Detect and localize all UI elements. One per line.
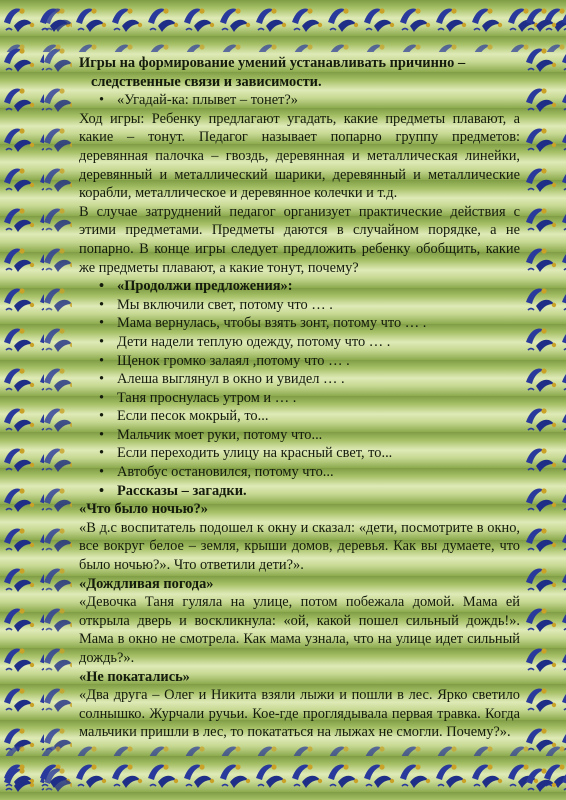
list-item-text: Мальчик моет руки, потому что... <box>117 426 323 443</box>
list-item-text: Дети надели теплую одежду, потому что … . <box>117 333 391 350</box>
bullet-dot-icon: • <box>99 352 105 369</box>
game3-name: Рассказы – загадки. <box>117 482 247 499</box>
story-title: «Не покатались» <box>79 668 190 685</box>
game1-heading <box>79 91 520 110</box>
bullet-dot-icon: • <box>99 389 105 406</box>
bullet-dot-icon: • <box>99 482 105 499</box>
list-item <box>79 296 520 315</box>
list-item <box>79 444 520 463</box>
bullet-dot-icon: • <box>99 92 105 109</box>
story-title: «Что было ночью?» <box>79 501 208 518</box>
left-inner-floral-border <box>40 0 72 800</box>
list-item-text: Алеша выглянул в окно и увидел … . <box>117 371 345 388</box>
bullet-dot-icon: • <box>99 278 105 295</box>
list-item <box>79 426 520 445</box>
list-item-text: Таня проснулась утром и … . <box>117 389 297 406</box>
list-item <box>79 463 520 482</box>
game2-name: «Продолжи предложения»: <box>117 278 293 295</box>
list-item <box>79 389 520 408</box>
game1-paragraph-2: В случае затруднений педагог организует практические действия с этими предметами. Предметы даются в случайном порядке, а не попарно. В конце игры следует предложить ребенку обобщить, какие же предметы плавают, а какие тонут, почему? <box>79 203 520 276</box>
list-item <box>79 333 520 352</box>
list-item-text: Мы включили свет, потому что … . <box>117 296 333 313</box>
bullet-dot-icon: • <box>99 371 105 388</box>
bullet-dot-icon: • <box>99 408 105 425</box>
list-item-text: Мама вернулась, чтобы взять зонт, потому что … . <box>117 315 427 332</box>
list-item-text: Если переходить улицу на красный свет, то... <box>117 445 393 462</box>
bullet-dot-icon: • <box>99 464 105 481</box>
top-inner-floral-border <box>0 36 566 52</box>
story-text: «Два друга – Олег и Никита взяли лыжи и пошли в лес. Ярко светило солнышко. Журчали ручьи. Кое-где проглядывала первая травка. Когда мальчики пришли в лес, то покататься на лыжах не смогли. Почему?». <box>79 687 520 741</box>
title-line-2: следственные связи и зависимости. <box>91 73 322 90</box>
bullet-dot-icon: • <box>99 333 105 350</box>
title-line-1: Игры на формирование умений устанавливать причинно – <box>79 55 466 71</box>
list-item <box>79 370 520 389</box>
game1-paragraph-1: Ход игры: Ребенку предлагают угадать, какие предметы плавают, а какие – тонут. Педагог называет попарно группу предметов: деревянная палочка – гвоздь, деревянная и металлическая линейки, деревянный и металлический шарики, деревянный и металлические корабли, металлическое и деревянное колечки и т.д. <box>79 110 520 202</box>
right-floral-border <box>522 0 566 800</box>
document-body <box>79 54 520 742</box>
bottom-floral-border <box>0 756 566 800</box>
game2-heading <box>79 277 520 296</box>
document-title <box>79 54 520 91</box>
story-text: «В д.с воспитатель подошел к окну и сказал: «дети, посмотрите в окно, все вокруг белое – земля, крыши домов, деревья. Как вы думаете, что было ночью?». Что ответили дети?». <box>79 519 520 574</box>
bullet-dot-icon: • <box>99 445 105 462</box>
game1-name: «Угадай-ка: плывет – тонет?» <box>117 92 298 109</box>
bullet-dot-icon: • <box>99 426 105 443</box>
list-item-text: Если песок мокрый, то... <box>117 408 269 425</box>
list-item <box>79 314 520 333</box>
list-item <box>79 352 520 371</box>
list-item-text: Щенок громко залаял ,потому что … . <box>117 352 350 369</box>
list-item-text: Автобус остановился, потому что... <box>117 464 334 481</box>
left-floral-border <box>0 0 44 800</box>
bullet-dot-icon: • <box>99 296 105 313</box>
list-item <box>79 407 520 426</box>
story-text: «Девочка Таня гуляла на улице, потом побежала домой. Мама ей открыла дверь и воскликнула: «ой, какой пошел сильный дождь!». Мама в окно не смотрела. Как мама узнала, что на улице идет сильный дождь?». <box>79 594 520 666</box>
story-title: «Дождливая погода» <box>79 575 214 592</box>
bullet-dot-icon: • <box>99 315 105 332</box>
game3-heading <box>79 482 520 501</box>
